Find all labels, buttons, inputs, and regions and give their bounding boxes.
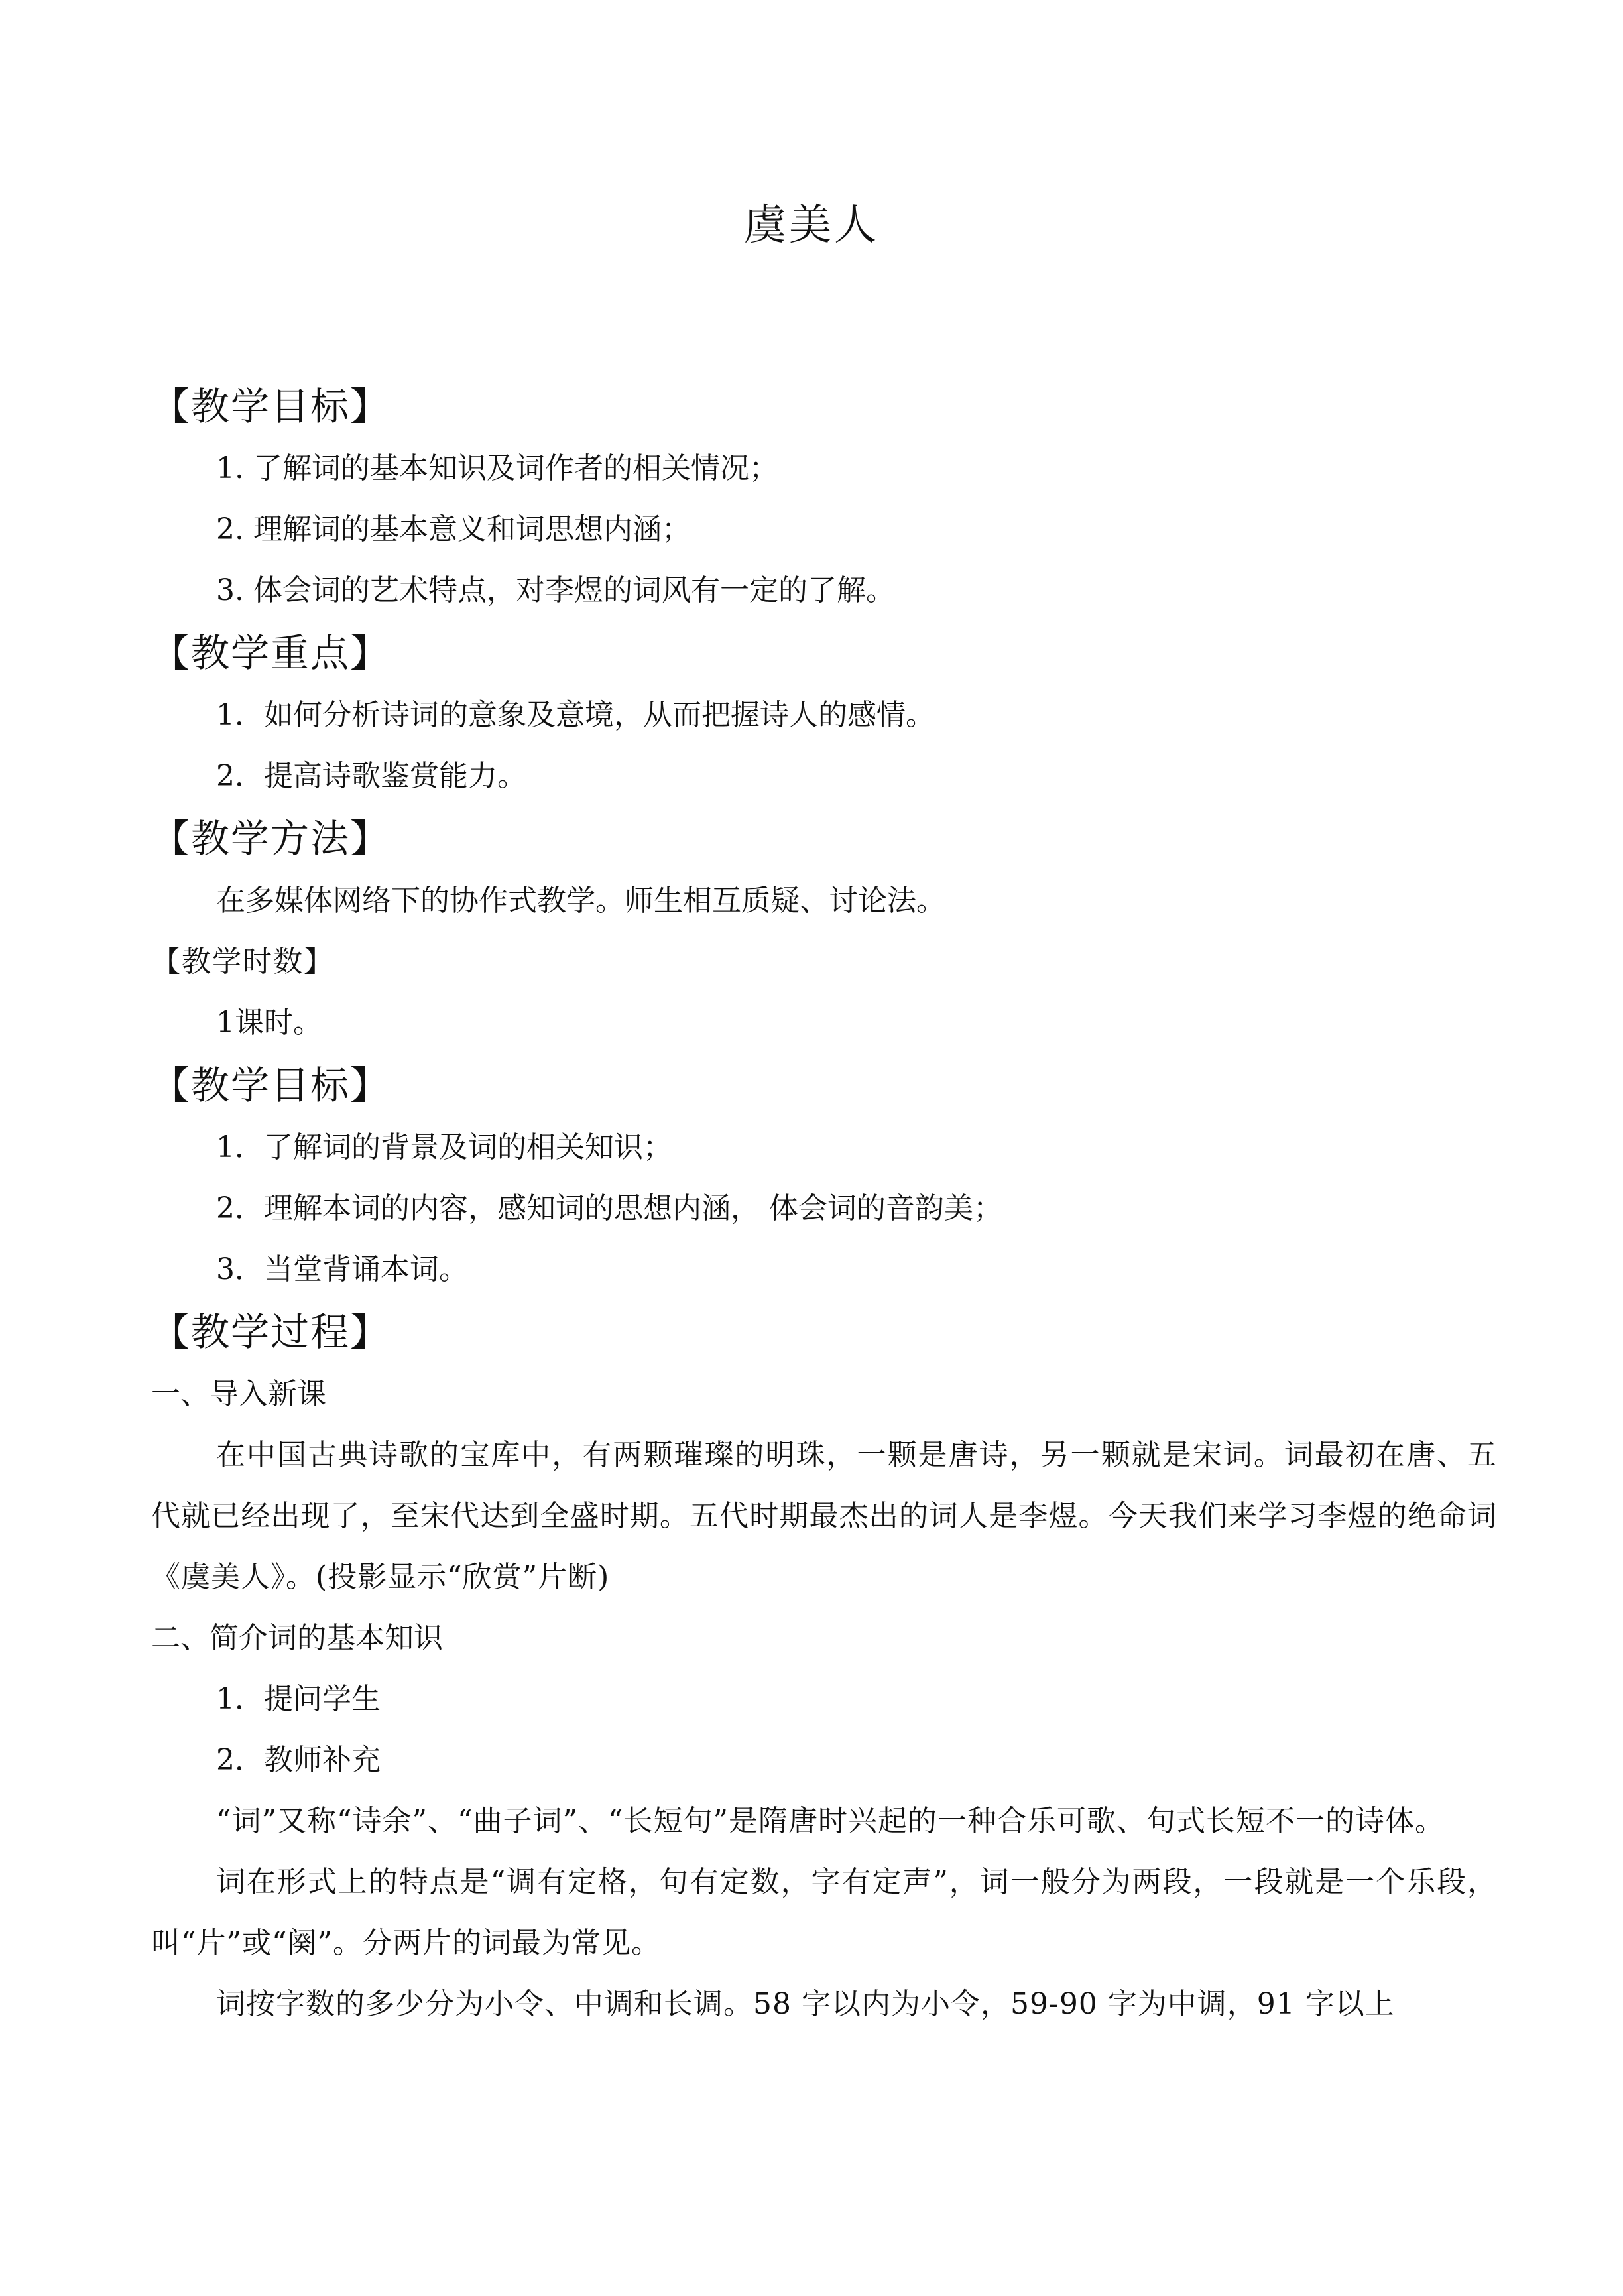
focus-item: 1．如何分析诗词的意象及意境，从而把握诗人的感情。 [216,698,935,732]
heading-teaching-process: 【教学过程】 [151,1309,391,1355]
document-title: 虞美人 [744,201,879,250]
method-text: 在多媒体网络下的协作式教学。师生相互质疑、讨论法。 [216,884,945,918]
step-paragraph: 在中国古典诗歌的宝库中，有两颗璀璨的明珠，一颗是唐诗，另一颗就是宋词。词最初在唐、五代就已经出现了，至宋代达到全盛时期。五代时期最杰出的词人是李煜。今天我们来学习李煜的绝命词《虞美人》。(投影显示“欣赏”片断) [151,1438,1497,1594]
document-body [151,375,1497,2035]
hours-text: 1课时。 [216,1006,322,1040]
heading-teaching-focus: 【教学重点】 [151,631,391,676]
step-item: 2．教师补充 [216,1743,381,1777]
goal-item: 2．理解本词的内容，感知词的思想内涵， 体会词的音韵美； [216,1191,1002,1225]
goal-item: 1. 了解词的基本知识及词作者的相关情况； [216,452,778,485]
goal-item: 2. 理解词的基本意义和词思想内涵； [216,513,691,546]
step-heading: 二、简介词的基本知识 [151,1621,443,1655]
body-paragraph: 词在形式上的特点是“调有定格，句有定数，字有定声”，词一般分为两段，一段就是一个乐段，叫“片”或“阕”。分两片的词最为常见。 [151,1865,1497,1960]
goal-item: 1．了解词的背景及词的相关知识； [216,1130,672,1164]
goal-item: 3．当堂背诵本词。 [216,1252,468,1286]
step-item: 1．提问学生 [216,1682,381,1716]
heading-teaching-hours: 【教学时数】 [151,945,334,979]
heading-teaching-method: 【教学方法】 [151,816,391,861]
body-paragraph: “词”又称“诗余”、“曲子词”、“长短句”是隋唐时兴起的一种合乐可歌、句式长短不一的诗体。 [216,1804,1445,1838]
focus-item: 2．提高诗歌鉴赏能力。 [216,759,526,793]
step-heading: 一、导入新课 [151,1377,326,1411]
heading-teaching-goals-2: 【教学目标】 [151,1063,391,1108]
goal-item: 3. 体会词的艺术特点，对李煜的词风有一定的了解。 [216,574,895,607]
heading-teaching-goals: 【教学目标】 [151,384,391,429]
body-paragraph: 词按字数的多少分为小令、中调和长调。58 字以内为小令，59-90 字为中调，91 字以上 [216,1987,1395,2021]
